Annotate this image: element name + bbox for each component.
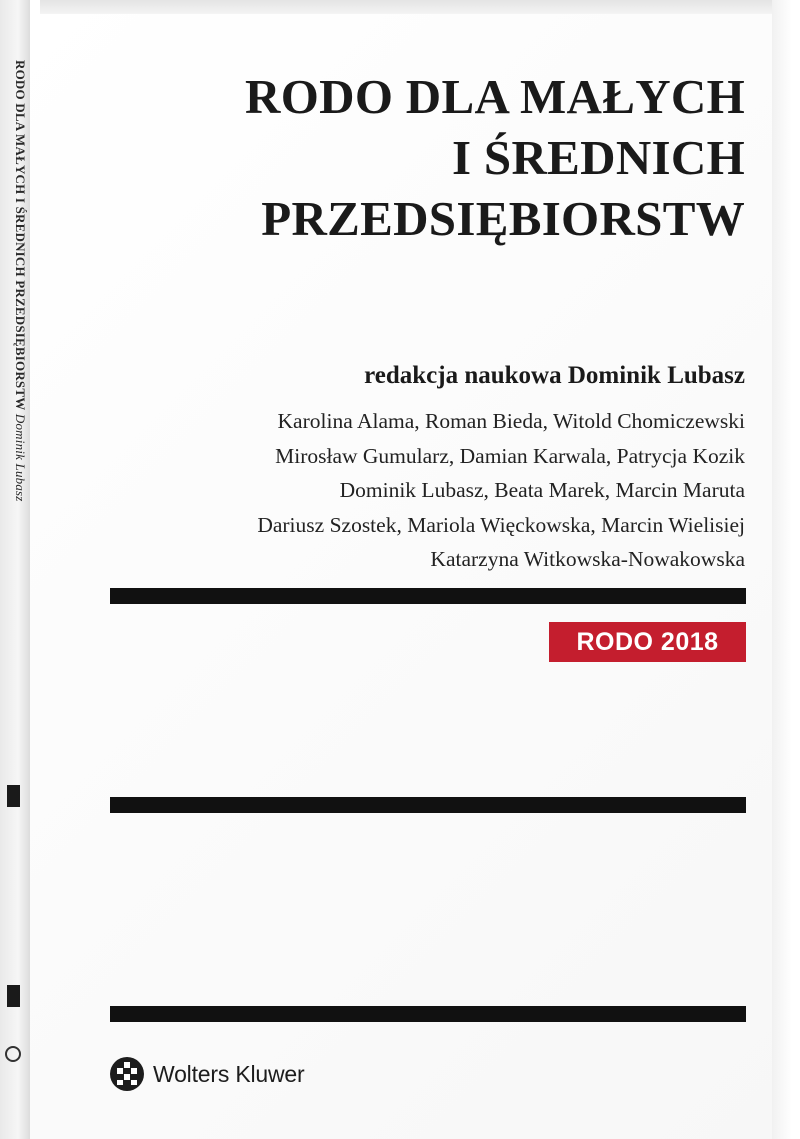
divider-bar xyxy=(110,588,746,604)
author-line: Dominik Lubasz, Beata Marek, Marcin Maruta xyxy=(339,478,745,502)
wolters-kluwer-logo-icon xyxy=(110,1057,144,1091)
page-edge-right xyxy=(772,0,792,1139)
spine-title: RODO DLA MAŁYCH I ŚREDNICH PRZEDSIĘBIORSTW xyxy=(13,60,28,411)
author-line: Katarzyna Witkowska-Nowakowska xyxy=(430,547,745,571)
author-line: Mirosław Gumularz, Damian Karwala, Patrycja Kozik xyxy=(275,443,745,468)
page-edge-top xyxy=(40,0,780,14)
spine-editor: Dominik Lubasz xyxy=(13,413,28,502)
title-line: I ŚREDNICH xyxy=(452,130,745,185)
spine-mark xyxy=(7,985,20,1007)
author-line: Karolina Alama, Roman Bieda, Witold Chomiczewski xyxy=(277,409,745,433)
divider-bar xyxy=(110,1006,746,1022)
title-line: RODO DLA MAŁYCH xyxy=(245,69,745,124)
book-title xyxy=(245,66,745,249)
book-spine xyxy=(0,0,30,1139)
publisher-name: Wolters Kluwer xyxy=(153,1060,305,1087)
author-list xyxy=(257,404,745,577)
divider-bar xyxy=(110,797,746,813)
spine-logo-icon xyxy=(5,1046,21,1062)
spine-mark xyxy=(7,785,20,807)
publisher-logo xyxy=(110,1056,304,1092)
title-line: PRZEDSIĘBIORSTW xyxy=(261,191,745,246)
spine-text xyxy=(2,60,28,760)
author-line: Dariusz Szostek, Mariola Więckowska, Marcin Wielisiej xyxy=(257,512,745,537)
rodo-badge: RODO 2018 xyxy=(549,622,746,662)
editor-line: redakcja naukowa Dominik Lubasz xyxy=(364,362,745,389)
